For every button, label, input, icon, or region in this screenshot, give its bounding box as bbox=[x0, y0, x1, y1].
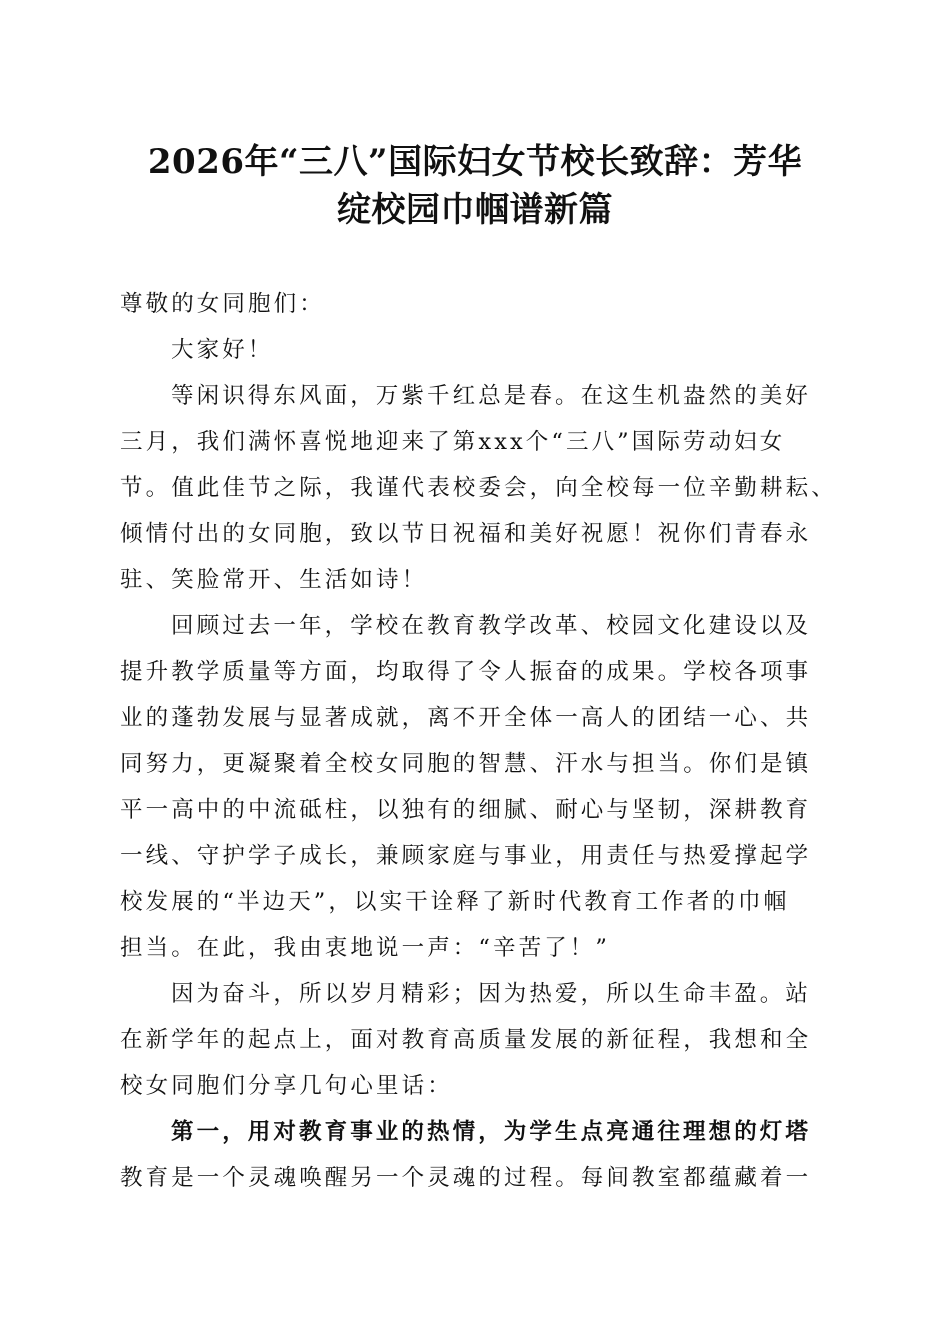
salutation: 尊敬的女同胞们： bbox=[120, 291, 325, 317]
paragraph-line: 业的蓬勃发展与显著成就，离不开全体一高人的团结一心、共 bbox=[120, 705, 812, 731]
paragraph-line: 因为奋斗，所以岁月精彩；因为热爱，所以生命丰盈。站 bbox=[171, 981, 812, 1007]
paragraph-line: 教育是一个灵魂唤醒另一个灵魂的过程。每间教室都蕴藏着一 bbox=[120, 1165, 812, 1191]
paragraph-line: 一线、守护学子成长，兼顾家庭与事业，用责任与热爱撑起学 bbox=[120, 843, 812, 869]
paragraph-line: 校女同胞们分享几句心里话： bbox=[120, 1073, 453, 1099]
paragraph-line: 三月，我们满怀喜悦地迎来了第xxx个“三八”国际劳动妇女 bbox=[120, 429, 786, 455]
paragraph-line: 倾情付出的女同胞，致以节日祝福和美好祝愿！祝你们青春永 bbox=[120, 521, 812, 547]
paragraph-line: 回顾过去一年，学校在教育教学改革、校园文化建设以及 bbox=[171, 613, 812, 639]
paragraph-line: 校发展的“半边天”，以实干诠释了新时代教育工作者的巾帼 bbox=[120, 889, 790, 915]
title-line: 2026年“三八”国际妇女节校长致辞：芳华 bbox=[147, 142, 803, 182]
paragraph-line: 平一高中的中流砥柱，以独有的细腻、耐心与坚韧，深耕教育 bbox=[120, 797, 812, 823]
document-title bbox=[100, 138, 850, 234]
paragraph-line: 提升教学质量等方面，均取得了令人振奋的成果。学校各项事 bbox=[120, 659, 812, 685]
paragraph-line: 同努力，更凝聚着全校女同胞的智慧、汗水与担当。你们是镇 bbox=[120, 751, 812, 777]
paragraph-line: 在新学年的起点上，面对教育高质量发展的新征程，我想和全 bbox=[120, 1027, 812, 1053]
paragraph-line: 担当。在此，我由衷地说一声：“辛苦了！” bbox=[120, 935, 611, 961]
greeting: 大家好！ bbox=[171, 337, 274, 363]
title-line: 绽校园巾帼谱新篇 bbox=[337, 190, 613, 230]
document-body bbox=[120, 281, 840, 1201]
section-heading: 第一，用对教育事业的热情，为学生点亮通往理想的灯塔 bbox=[171, 1119, 812, 1145]
paragraph-line: 等闲识得东风面，万紫千红总是春。在这生机盎然的美好 bbox=[171, 383, 812, 409]
paragraph-line: 节。值此佳节之际，我谨代表校委会，向全校每一位辛勤耕耘、 bbox=[120, 475, 837, 501]
paragraph-line: 驻、笑脸常开、生活如诗！ bbox=[120, 567, 428, 593]
